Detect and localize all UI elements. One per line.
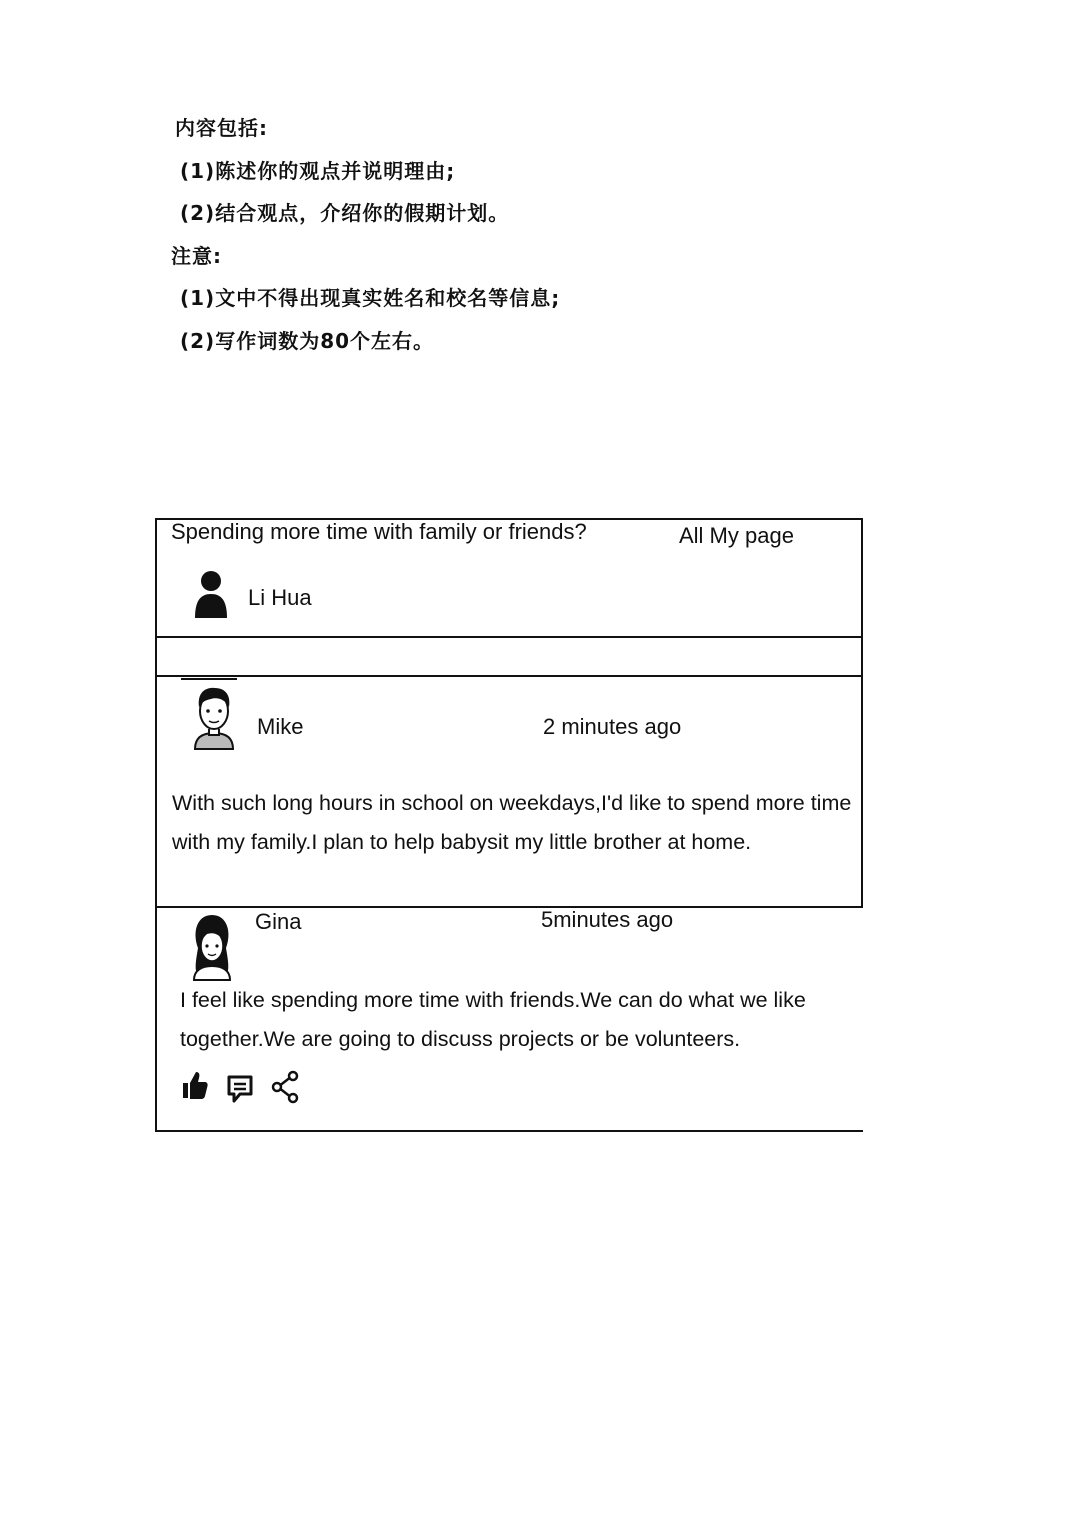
nav-all-my-page[interactable]: All My page: [679, 523, 794, 548]
instructions-item-2: (2)结合观点，介绍你的假期计划。: [180, 201, 510, 225]
divider-header: [155, 636, 863, 638]
comment-icon[interactable]: [226, 1074, 254, 1104]
post-author-gina: Gina: [255, 909, 302, 934]
user-avatar-icon: [193, 570, 229, 620]
like-icon[interactable]: [182, 1070, 208, 1100]
forum-title: Spending more time with family or friends?: [171, 519, 587, 544]
post-time-gina: 5minutes ago: [541, 907, 674, 932]
share-icon[interactable]: [270, 1070, 300, 1104]
post-time-mike: 2 minutes ago: [543, 714, 682, 739]
divider-mike-post: [155, 906, 863, 908]
gina-avatar-icon: [189, 912, 235, 982]
instructions-heading-notes: 注意:: [171, 244, 222, 268]
avatar-top-mark: [181, 678, 237, 680]
box-border-bottom: [155, 1130, 863, 1132]
post-text-gina: I feel like spending more time with friends.We can do what we like together.We are going to discuss projects or be volunteers.: [180, 988, 806, 1051]
mike-avatar-icon: [189, 683, 239, 751]
instructions-note-1: (1)文中不得出现真实姓名和校名等信息;: [180, 286, 561, 310]
instructions-item-1: (1)陈述你的观点并说明理由;: [180, 159, 456, 183]
post-text-mike: With such long hours in school on weekdays,I'd like to spend more time with my family.I plan to help babysit my little brother at home.: [172, 791, 852, 854]
author-name: Li Hua: [248, 585, 312, 610]
instructions-note-2: (2)写作词数为80个左右。: [180, 329, 435, 353]
instructions-heading-content: 内容包括:: [175, 116, 268, 140]
forum-post-box: [155, 518, 862, 1130]
box-border-left: [155, 518, 157, 1132]
divider-empty-row: [155, 675, 863, 677]
post-author-mike: Mike: [257, 714, 304, 739]
box-border-right: [861, 518, 863, 908]
